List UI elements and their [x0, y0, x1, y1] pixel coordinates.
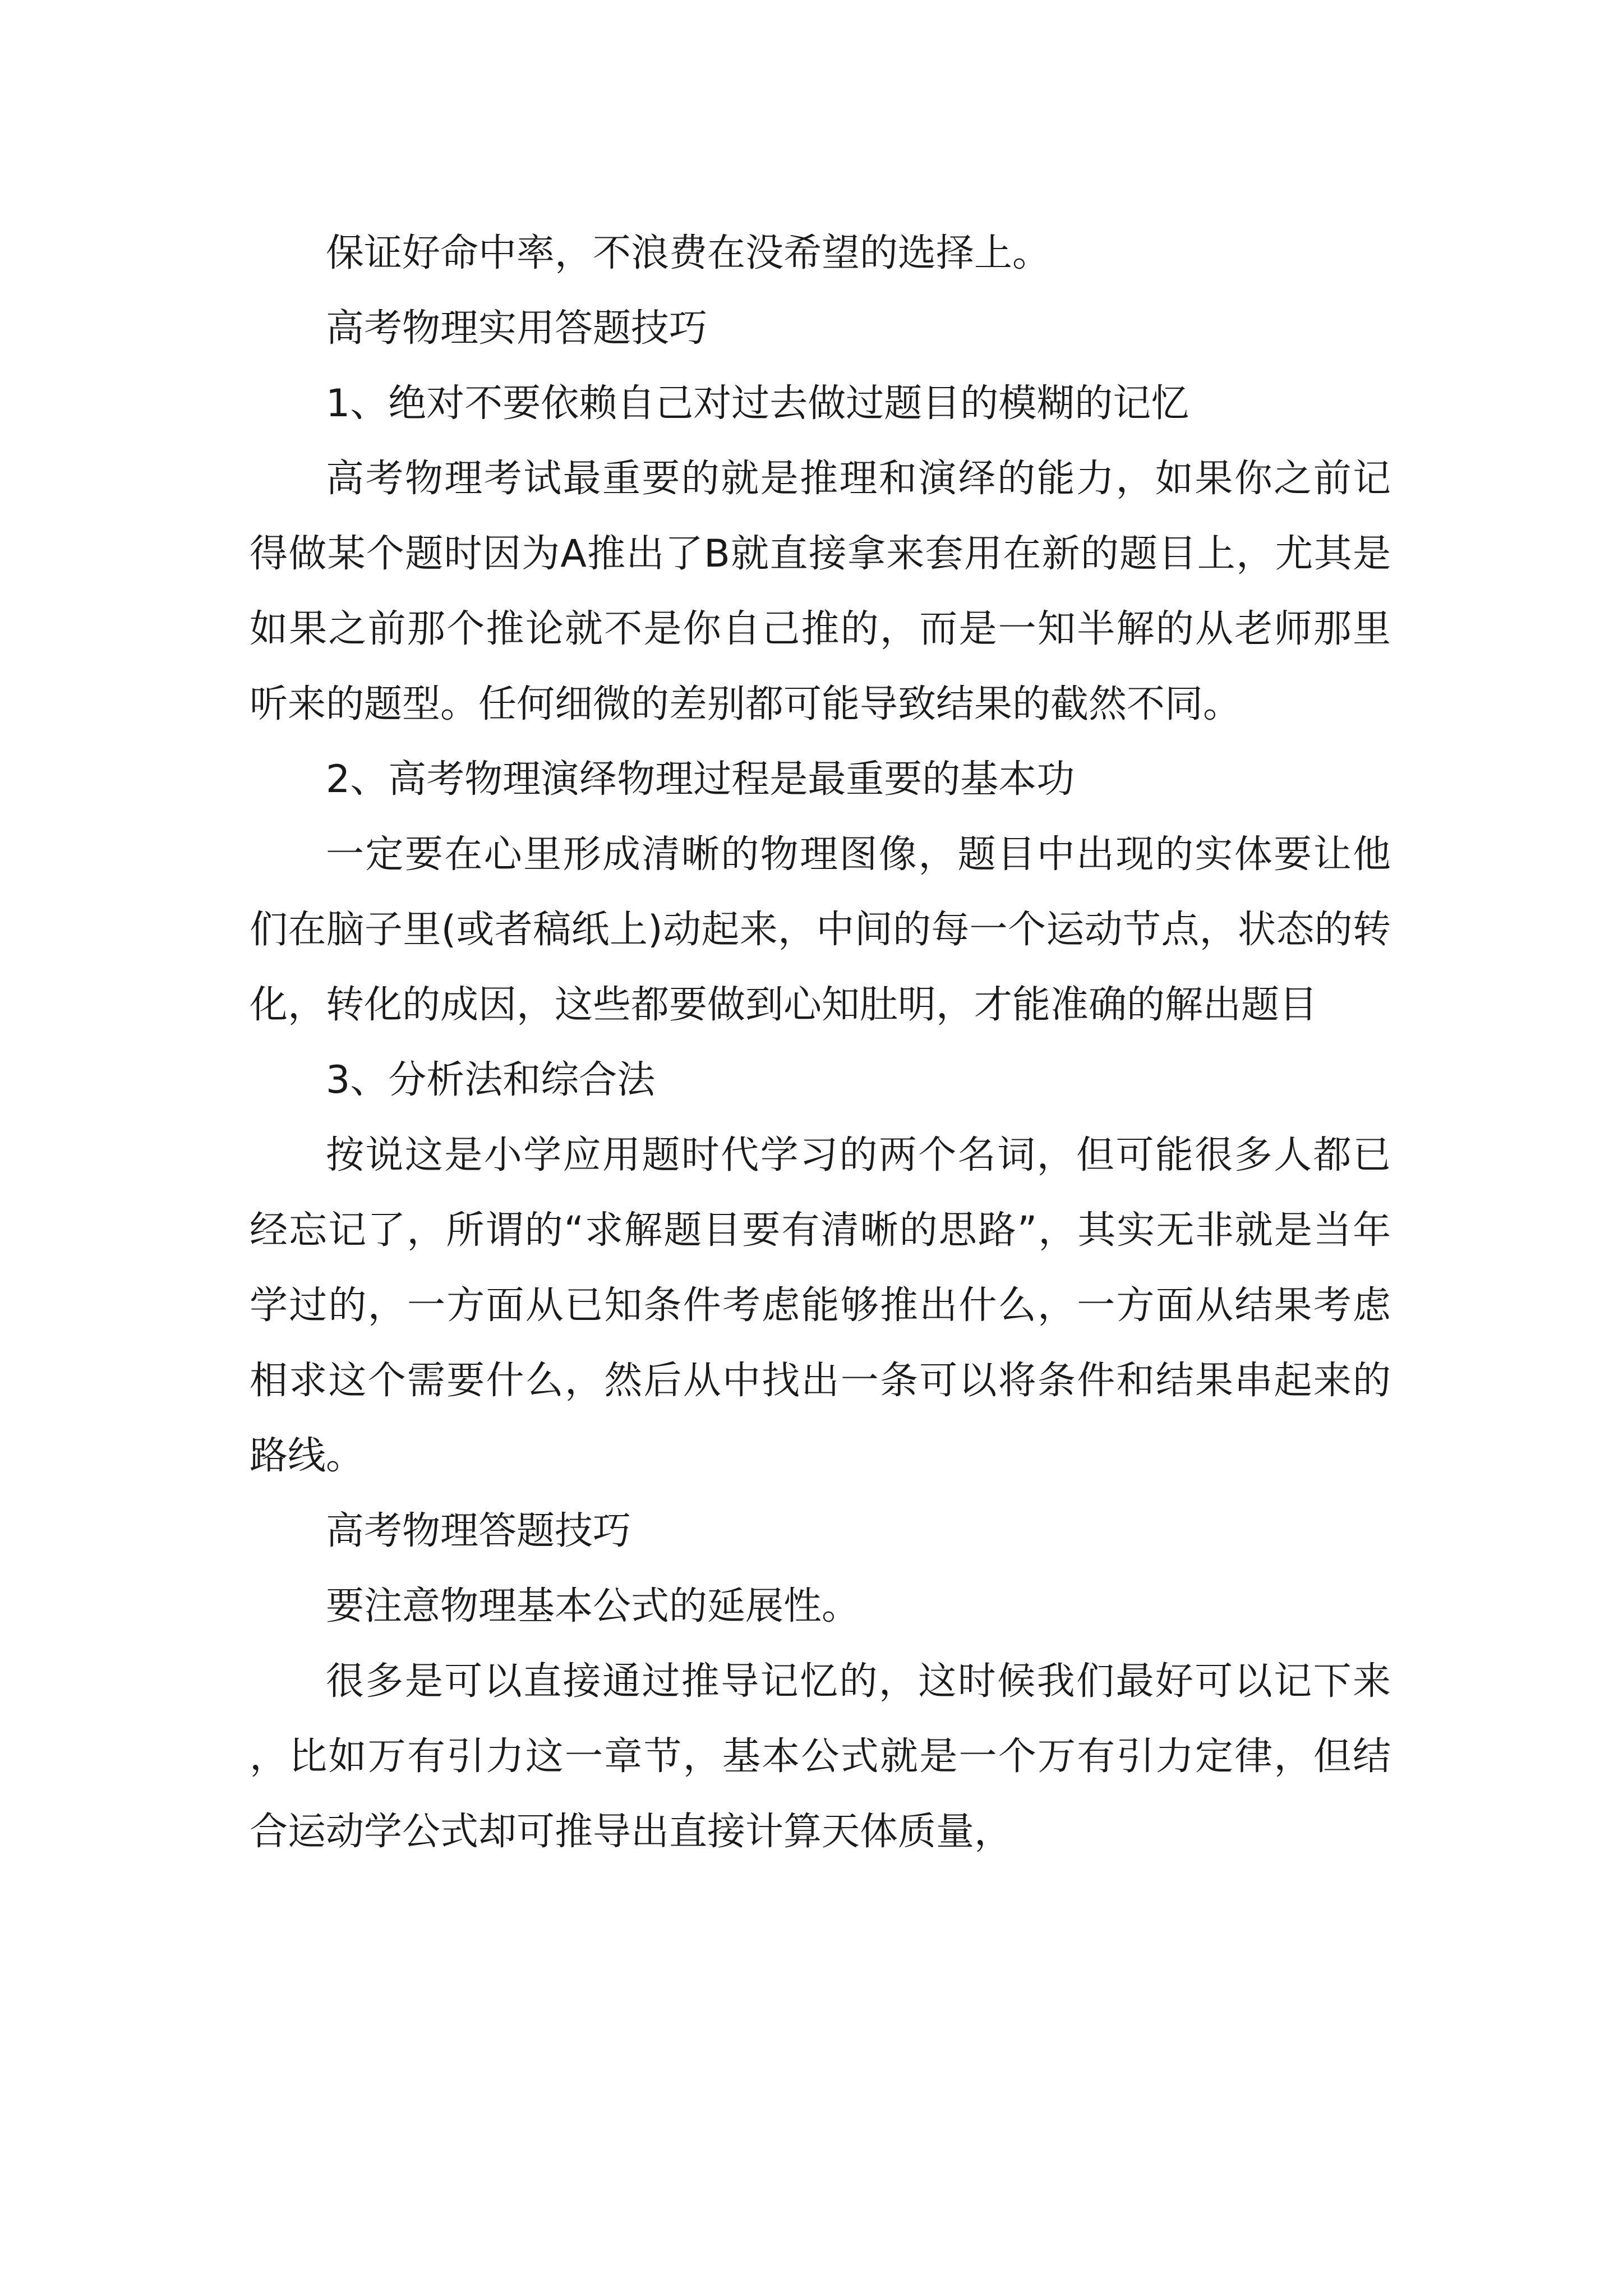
- answer-tip-line: 要注意物理基本公式的延展性。: [326, 1584, 860, 1628]
- section-heading-answer-tips: 高考物理答题技巧: [326, 1509, 631, 1553]
- tip-body-1: 高考物理考试最重要的就是推理和演绎的能力，如果你之前记得做某个题时因为A推出了B就直接拿来套用在新的题目上，尤其是如果之前那个推论就不是你自己推的，而是一知半解的从老师那里听来的题型。任何细微的差别都可能导致结果的截然不同。: [250, 457, 1391, 726]
- tip-body-2: 一定要在心里形成清晰的物理图像，题目中出现的实体要让他们在脑子里(或者稿纸上)动起来，中间的每一个运动节点，状态的转化，转化的成因，这些都要做到心知肚明，才能准确的解出题目: [250, 832, 1391, 1027]
- answer-tip-body: 很多是可以直接通过推导记忆的，这时候我们最好可以记下来，比如万有引力这一章节，基本公式就是一个万有引力定律，但结合运动学公式却可推导出直接计算天体质量，: [250, 1659, 1391, 1854]
- document-body: [250, 216, 1391, 1870]
- tip-heading-1: 1、绝对不要依赖自己对过去做过题目的模糊的记忆: [326, 381, 1189, 426]
- tip-body-3: 按说这是小学应用题时代学习的两个名词，但可能很多人都已经忘记了，所谓的“求解题目要有清晰的思路”，其实无非就是当年学过的，一方面从已知条件考虑能够推出什么，一方面从结果考虑相求这个需要什么，然后从中找出一条可以将条件和结果串起来的路线。: [250, 1133, 1391, 1478]
- tip-heading-2: 2、高考物理演绎物理过程是最重要的基本功: [326, 757, 1075, 802]
- tip-heading-3: 3、分析法和综合法: [326, 1058, 656, 1102]
- section-heading-practical-tips: 高考物理实用答题技巧: [326, 306, 708, 351]
- paragraph-continuation: 保证好命中率，不浪费在没希望的选择上。: [326, 231, 1051, 275]
